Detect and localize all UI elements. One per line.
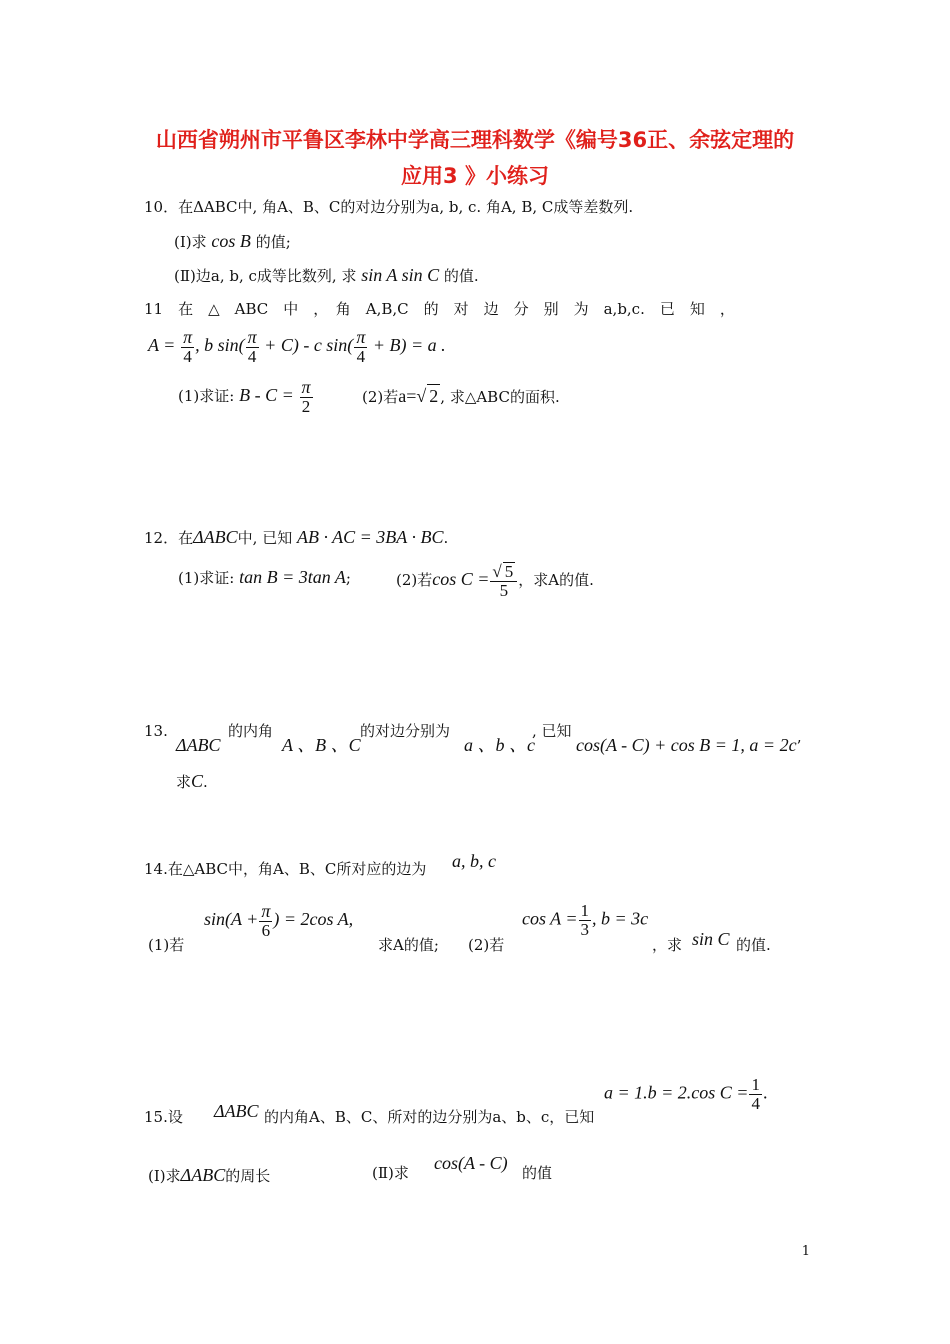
q10-part1 <box>174 230 291 253</box>
q13-t1: 的内角 <box>228 722 274 740</box>
q10-part1-post: 的值; <box>255 233 291 251</box>
q11-part2 <box>362 384 560 408</box>
q12-part2-math: cos C = <box>432 568 490 589</box>
q11-part2-a: a= <box>398 386 417 406</box>
q11-frac-3: $\frac{\pi}{4}$ <box>356 327 366 366</box>
q15-part1: (Ⅰ)求ΔABC的周长 <box>148 1165 271 1185</box>
q13-angles: A 、B 、C <box>282 735 361 755</box>
q14-stem <box>144 860 426 880</box>
q15-condition: a = 1.b = 2.cos C = $\frac{1}{4}$ . <box>604 1075 768 1113</box>
q11-cond-b: , b sin( <box>195 334 245 355</box>
q14-part2-math: cos A = $\frac{1}{3}$ , b = 3c <box>522 901 649 939</box>
q13-t2: 的对边分别为 <box>360 722 451 740</box>
q11-cond-a: A = <box>148 334 176 355</box>
q12-frac: $\frac{√ 5}{5}$ <box>490 562 517 600</box>
q10-part2-math: sin A sin C <box>361 265 440 285</box>
q13-sides: a 、b 、c <box>464 735 535 755</box>
q13-t3: , 已知 <box>532 722 572 740</box>
q12-part2-pre: (2)若 <box>396 570 433 589</box>
q14-part2-mid: ，求 <box>652 936 683 954</box>
q11-condition <box>148 328 446 366</box>
q11-stem: 11 在 △ ABC 中 ， 角 A,B,C 的 对 边 分 别 为 a,b,c. 已 知 ， <box>144 300 735 318</box>
q10-part1-pre: (Ⅰ)求 <box>174 233 207 251</box>
q13-triangle: ΔABC <box>176 735 221 755</box>
q12-part1: (1)求证: tan B = 3tan A; <box>178 567 351 587</box>
q15-part2-math: cos(A - C) <box>434 1153 508 1173</box>
q11-part1-math: B - C = <box>239 384 294 405</box>
q14-part1-post: 求A的值; <box>378 936 439 954</box>
q11-frac-1: $\frac{\pi}{4}$ <box>183 327 193 366</box>
q10-part2-post: 的值. <box>443 267 479 285</box>
q14-part2-pre: (2)若 <box>468 936 505 954</box>
q10-part2 <box>174 264 479 287</box>
q11-frac-4: $\frac{\pi}{2}$ <box>301 377 311 416</box>
q14-sides: a, b, c <box>452 851 496 871</box>
q14-frac-1: $\frac{\pi}{6}$ <box>261 901 271 940</box>
q12-triangle: ΔABC <box>193 527 238 547</box>
q10-stem: 10．在ΔABC中, 角A、B、C的对边分别为a, b, c. 角A, B, C成等差数列. <box>144 198 634 216</box>
q11-sqrt-2: 2 <box>427 384 440 408</box>
q12-stem-mid: 中, 已知 <box>237 529 293 547</box>
q11-part1-pre: (1)求证: <box>178 386 235 405</box>
q11-part1 <box>178 378 314 416</box>
q12-part2-post: ，求A的值. <box>518 570 594 589</box>
q11-cond-c: + C) - c sin( <box>259 334 354 355</box>
q14-part1-math: sin(A + $\frac{\pi}{6}$ ) = 2cos A, <box>204 901 354 940</box>
q13-number: 13. <box>144 722 168 740</box>
q15-part1-triangle: ΔABC <box>180 1165 226 1185</box>
q12-part1-math: tan B = 3tan A <box>239 567 346 587</box>
page-number: 1 <box>801 1244 810 1259</box>
q15-triangle: ΔABC <box>214 1101 259 1121</box>
title-line-2: 应用3 》小练习 <box>401 164 549 188</box>
q15-stem-pre: 15.设 <box>144 1108 183 1126</box>
q10-part1-math: cos B <box>211 231 251 251</box>
q11-cond-d: + B) = a . <box>368 334 446 355</box>
q13-ask: 求C. <box>176 771 208 791</box>
q11-part2-post: , 求△ABC的面积. <box>440 388 560 406</box>
q12-part1-pre: (1)求证: <box>178 569 235 587</box>
q11-frac-2: $\frac{\pi}{4}$ <box>247 327 257 366</box>
q12-stem: 12．在ΔABC中, 已知 AB · AC = 3BA · BC. <box>144 527 449 547</box>
q12-condition: AB · AC = 3BA · BC <box>296 527 444 547</box>
q12-stem-pre: 12．在 <box>144 529 194 547</box>
q15-part2-pre: (Ⅱ)求 <box>372 1164 409 1182</box>
q14-frac-2: $\frac{1}{3}$ <box>580 901 589 939</box>
q14-part2-sinc: sin C <box>692 929 730 949</box>
q13-condition: cos(A - C) + cos B = 1, a = 2c’ <box>576 735 802 755</box>
q15-frac: $\frac{1}{4}$ <box>751 1075 760 1113</box>
q14-stem-pre: 14.在△ABC中，角A、B、C所对应的边为 <box>144 860 427 878</box>
q14-part2-post: 的值. <box>736 936 771 954</box>
q15-part2-post: 的值 <box>522 1164 553 1182</box>
title-line-1: 山西省朔州市平鲁区李林中学高三理科数学《编号36正、余弦定理的 <box>155 128 795 152</box>
q14-part1-pre: (1)若 <box>148 936 185 954</box>
q11-part2-pre: (2)若 <box>362 388 399 406</box>
q11-sqrt-sign: √ <box>416 386 427 406</box>
q15-stem-mid: 的内角A、B、C、所对的边分别为a、b、c，已知 <box>264 1108 595 1126</box>
q10-part2-pre: (Ⅱ)边a, b, c成等比数列, 求 <box>174 267 357 285</box>
q12-part2 <box>396 562 594 600</box>
